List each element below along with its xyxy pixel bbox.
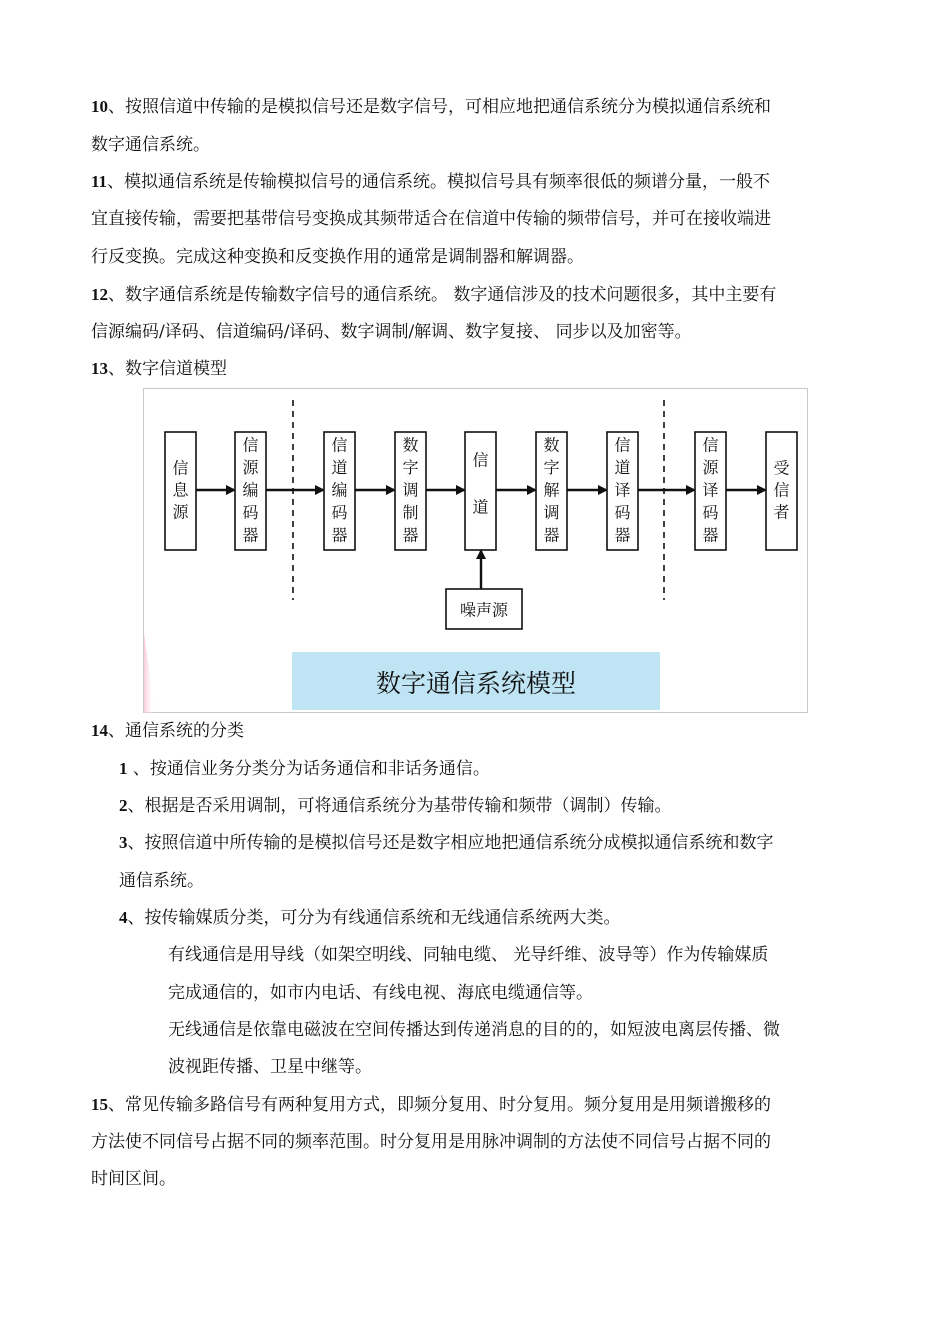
block-char: 信 (614, 435, 631, 455)
block-char: 受 (773, 458, 790, 478)
block-char: 码 (242, 503, 259, 522)
paragraph-15-line-2: 方法使不同信号占据不同的频率范围。时分复用是用脉冲调制的方法使不同信号占据不同的 (91, 1132, 771, 1152)
wired-paragraph-line-2: 完成通信的，如市内电话、有线电视、海底电缆通信等。 (168, 983, 593, 1003)
block-char: 信 (472, 450, 489, 470)
noise-source (446, 589, 522, 629)
block-char: 器 (702, 525, 719, 545)
paragraph-11-line-1: 11、模拟通信系统是传输模拟信号的通信系统。模拟信号具有频率很低的频谱分量，一般不 (91, 172, 771, 192)
block-char: 调 (402, 480, 419, 500)
block-char: 器 (242, 525, 259, 545)
block-char: 编 (331, 480, 348, 500)
block-char: 解 (543, 480, 560, 500)
paragraph-10-line-1: 10、按照信道中传输的是模拟信号还是数字信号，可相应地把通信系统分为模拟通信系统和 (91, 97, 771, 117)
block-char: 数 (402, 435, 419, 455)
wireless-paragraph-line-1: 无线通信是依靠电磁波在空间传播达到传递消息的目的的，如短波电离层传播、微 (168, 1020, 780, 1040)
block-char: 信 (242, 435, 259, 455)
block-char: 器 (614, 525, 631, 545)
block-char: 道 (472, 497, 489, 517)
block-char: 信 (331, 435, 348, 455)
block-char: 息 (172, 480, 189, 500)
block-char: 调 (543, 503, 560, 522)
block-char: 信 (773, 480, 790, 500)
block-char: 信 (702, 435, 719, 455)
block-channel-decoder (607, 432, 638, 550)
wireless-paragraph-line-2: 波视距传播、卫星中继等。 (168, 1057, 372, 1077)
block-char: 字 (543, 458, 560, 477)
classification-item-1: 1 、按通信业务分类分为话务通信和非话务通信。 (119, 759, 490, 779)
block-char: 道 (331, 458, 348, 477)
block-information-sink (766, 432, 797, 550)
paragraph-12-line-2: 信源编码/译码、信道编码/译码、数字调制/解调、数字复接、 同步以及加密等。 (91, 322, 692, 342)
block-digital-demodulator (536, 432, 567, 550)
paragraph-13-heading: 13、数字信道模型 (91, 359, 227, 379)
block-char: 数 (543, 435, 560, 455)
paragraph-11-line-3: 行反变换。完成这种变换和反变换作用的通常是调制器和解调器。 (91, 247, 584, 267)
block-char: 源 (242, 458, 259, 477)
diagram-caption: 数字通信系统模型 (375, 669, 577, 698)
block-char: 者 (773, 502, 790, 522)
block-char: 源 (172, 502, 189, 522)
block-digital-modulator (395, 432, 426, 550)
classification-item-2: 2、根据是否采用调制，可将通信系统分为基带传输和频带（调制）传输。 (119, 796, 672, 816)
block-char: 器 (331, 525, 348, 545)
digital-channel-model-diagram (143, 388, 808, 713)
block-char: 译 (614, 480, 631, 500)
block-channel-encoder (324, 432, 355, 550)
block-char: 信 (172, 458, 189, 478)
wired-paragraph-line-1: 有线通信是用导线（如架空明线、同轴电缆、 光导纤维、波导等）作为传输媒质 (168, 945, 769, 965)
paragraph-15-line-1: 15、常见传输多路信号有两种复用方式，即频分复用、时分复用。频分复用是用频谱搬移的 (91, 1095, 771, 1115)
paragraph-10-line-2: 数字通信系统。 (91, 135, 210, 155)
classification-item-3-line-1: 3、按照信道中所传输的是模拟信号还是数字相应地把通信系统分成模拟通信系统和数字 (119, 833, 774, 853)
block-char: 道 (614, 458, 631, 477)
block-char: 字 (402, 458, 419, 477)
paragraph-14-heading: 14、通信系统的分类 (91, 721, 244, 741)
block-source-decoder (695, 432, 726, 550)
paragraph-12-line-1: 12、数字通信系统是传输数字信号的通信系统。 数字通信涉及的技术问题很多，其中主要有 (91, 285, 777, 305)
block-char: 译 (702, 480, 719, 500)
block-char: 码 (331, 503, 348, 522)
classification-item-3-line-2: 通信系统。 (119, 871, 204, 891)
block-information-source (165, 432, 196, 550)
paragraph-11-line-2: 宜直接传输，需要把基带信号变换成其频带适合在信道中传输的频带信号，并可在接收端进 (91, 209, 771, 229)
block-char: 码 (614, 503, 631, 522)
paragraph-15-line-3: 时间区间。 (91, 1169, 176, 1189)
block-char: 器 (543, 525, 560, 545)
noise-source-label: 噪声源 (459, 600, 509, 620)
block-source-encoder (235, 432, 266, 550)
block-char: 源 (702, 458, 719, 477)
block-char: 码 (702, 503, 719, 522)
block-char: 制 (402, 503, 419, 522)
block-char: 器 (402, 525, 419, 545)
block-char: 编 (242, 480, 259, 500)
block-channel (465, 432, 496, 550)
classification-item-4: 4、按传输媒质分类，可分为有线通信系统和无线通信系统两大类。 (119, 908, 621, 928)
